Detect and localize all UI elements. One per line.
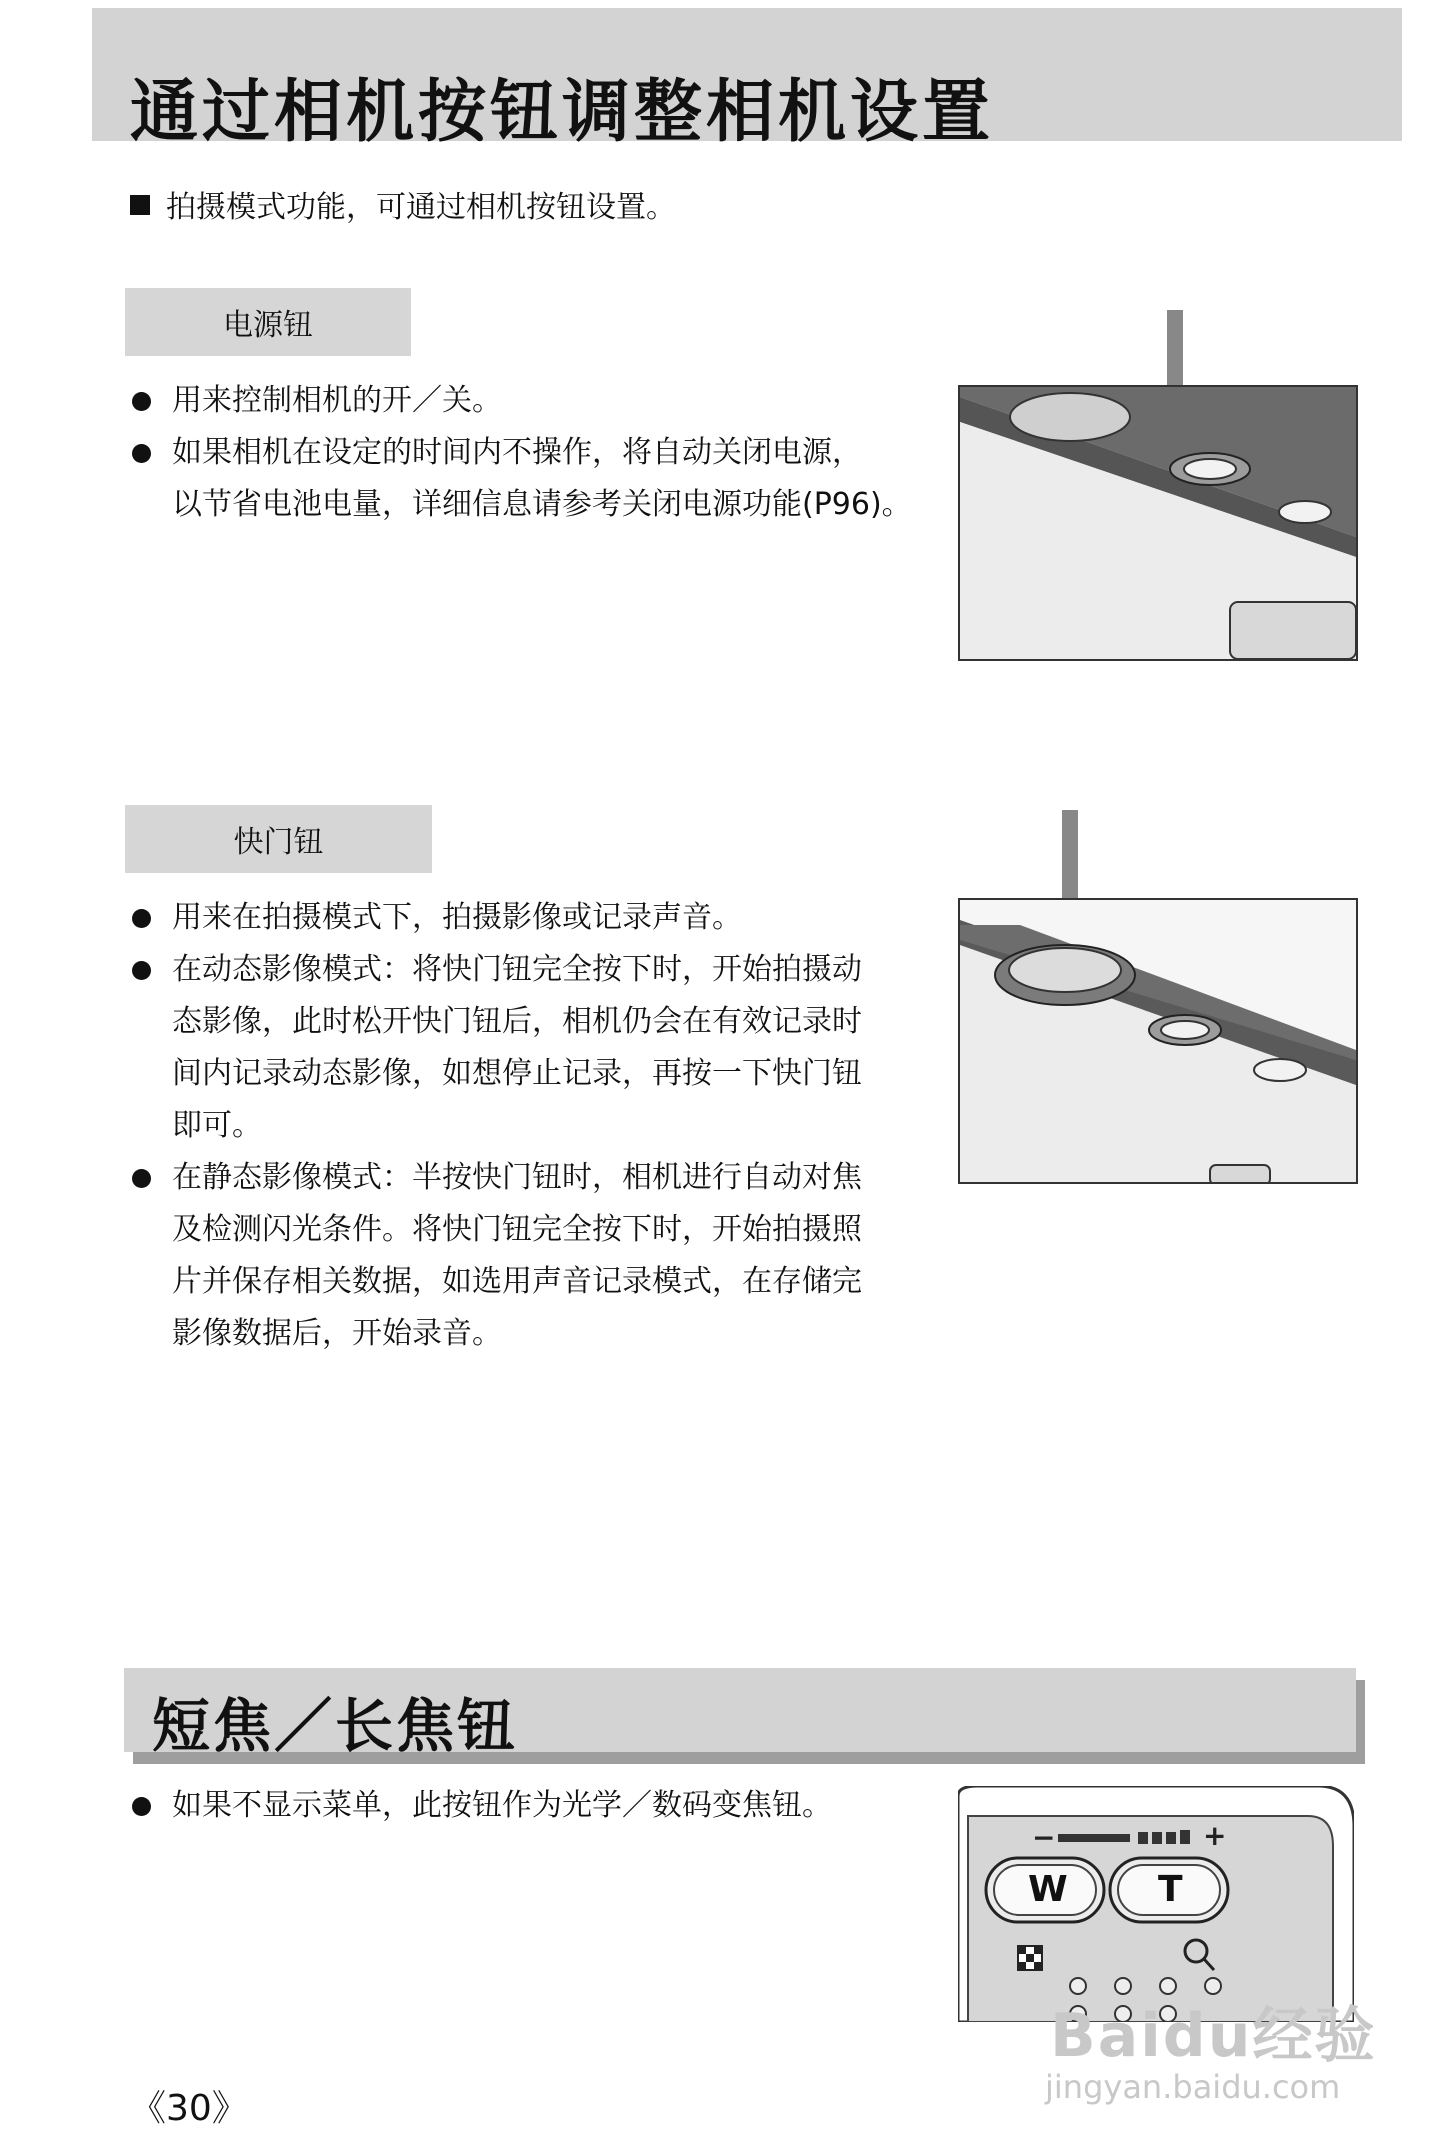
- list-item: 用来控制相机的开／关。: [130, 375, 912, 427]
- watermark-url: jingyan.baidu.com: [1045, 2068, 1341, 2106]
- bullet-icon: [132, 1797, 151, 1816]
- list-item-continuation: 态影像，此时松开快门钮后，相机仍会在有效记录时: [172, 1004, 862, 1039]
- shutter-section-label: 快门钮: [125, 805, 432, 873]
- bullet-icon: [132, 961, 151, 980]
- zoom-plus-label: +: [1203, 1819, 1227, 1852]
- zoom-bullets: [130, 1780, 832, 1832]
- power-bullets: [130, 375, 912, 531]
- square-bullet-icon: [130, 195, 150, 215]
- power-button-illustration: [958, 385, 1358, 661]
- intro-line: [130, 182, 676, 226]
- zoom-section-title: 短焦／长焦钮: [152, 1692, 519, 1760]
- list-item: 如果不显示菜单，此按钮作为光学／数码变焦钮。: [130, 1780, 832, 1832]
- intro-text: 拍摄模式功能，可通过相机按钮设置。: [166, 190, 676, 225]
- list-item-continuation: 片并保存相关数据，如选用声音记录模式，在存储完: [172, 1264, 862, 1299]
- page-title: 通过相机按钮调整相机设置: [130, 73, 995, 152]
- watermark-brand: Baidu经验: [1050, 2001, 1377, 2071]
- list-item-continuation: 间内记录动态影像，如想停止记录，再按一下快门钮: [172, 1056, 862, 1091]
- shutter-bullets: [130, 892, 862, 1360]
- power-section-label: 电源钮: [125, 288, 411, 356]
- list-item: 用来在拍摄模式下，拍摄影像或记录声音。: [130, 892, 862, 944]
- zoom-minus-label: −: [1032, 1821, 1056, 1854]
- tele-button[interactable]: T: [1158, 1869, 1183, 1910]
- list-item: 在动态影像模式：将快门钮完全按下时，开始拍摄动: [130, 944, 862, 996]
- list-item-continuation: 以节省电池电量，详细信息请参考关闭电源功能(P96)。: [172, 487, 912, 522]
- bullet-icon: [132, 909, 151, 928]
- zoom-button-illustration: [958, 1786, 1354, 2022]
- list-item-continuation: 即可。: [172, 1108, 262, 1143]
- list-item: 如果相机在设定的时间内不操作，将自动关闭电源，: [130, 427, 912, 479]
- shutter-button-illustration: [958, 898, 1358, 1184]
- list-item-continuation: 影像数据后，开始录音。: [172, 1316, 502, 1351]
- bullet-icon: [132, 444, 151, 463]
- bullet-icon: [132, 1169, 151, 1188]
- list-item: 在静态影像模式：半按快门钮时，相机进行自动对焦: [130, 1152, 862, 1204]
- page-number: 《30》: [130, 2088, 248, 2129]
- list-item-continuation: 及检测闪光条件。将快门钮完全按下时，开始拍摄照: [172, 1212, 862, 1247]
- wide-button[interactable]: W: [1028, 1869, 1068, 1910]
- bullet-icon: [132, 392, 151, 411]
